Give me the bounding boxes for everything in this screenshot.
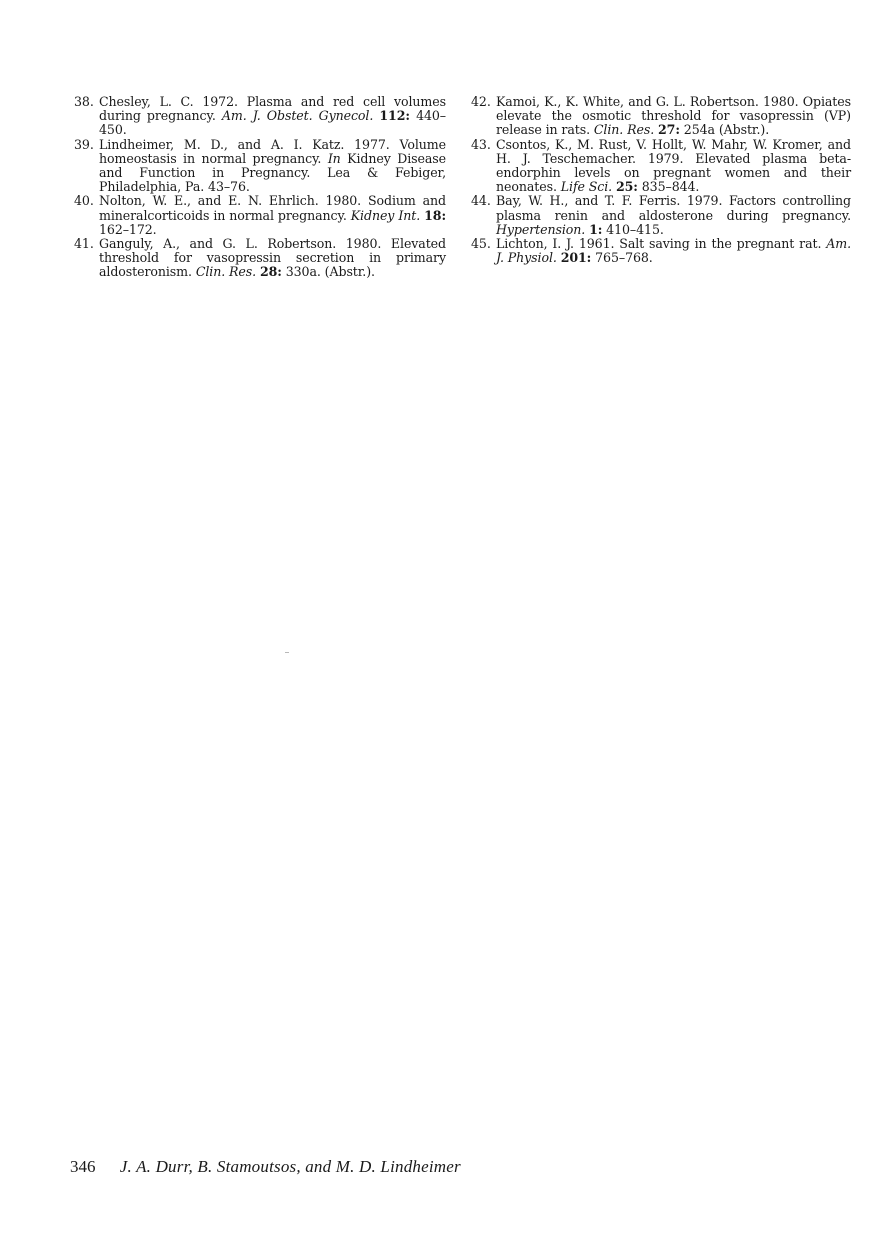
reference-text: [496, 237, 851, 265]
volume-number: 27:: [658, 122, 680, 138]
reference-number: 39.: [74, 136, 94, 152]
journal-name: Clin. Res.: [593, 122, 655, 138]
journal-name: Am. J. Obstet. Gynecol.: [221, 108, 374, 124]
reference-segment: Lindheimer, M. D., and A. I. Katz. 1977. Volume homeostasis in normal pregnancy.: [99, 136, 446, 166]
journal-name: Hypertension.: [496, 221, 586, 237]
reference-segment: Nolton, W. E., and E. N. Ehrlich. 1980. Sodium and mineralcorticoids in normal pregnancy.: [99, 193, 446, 223]
running-authors: J. A. Durr, B. Stamoutsos, and M. D. Lindheimer: [119, 1157, 461, 1176]
reference-number: 44.: [471, 193, 491, 209]
journal-name: Kidney Int.: [350, 207, 421, 223]
reference-segment: 765–768.: [591, 250, 653, 266]
reference-segment: 440–450.: [99, 108, 447, 138]
volume-number: 25:: [615, 179, 638, 195]
reference-entry: [471, 138, 851, 195]
reference-number: 40.: [74, 193, 94, 209]
volume-number: 18:: [424, 207, 447, 223]
journal-name: In: [327, 150, 341, 166]
reference-text: [99, 95, 446, 138]
volume-number: 28:: [259, 264, 282, 280]
reference-number: 43.: [471, 136, 491, 152]
reference-segment: 254a (Abstr.).: [679, 122, 770, 138]
reference-segment: Lichton, I. J. 1961. Salt saving in the pregnant rat.: [496, 236, 827, 252]
reference-segment: Csontos, K., M. Rust, V. Hollt, W. Mahr, W. Kromer, and H. J. Teschemacher. 1979. Elevated plasma beta-endorphin levels on pregnant women and their neonates.: [496, 136, 851, 195]
scan-speck: [285, 652, 289, 653]
reference-entry: [471, 194, 851, 237]
reference-entry: [74, 138, 446, 195]
reference-number: 41.: [74, 236, 94, 252]
journal-name: Clin. Res.: [195, 264, 257, 280]
reference-list-right: [471, 95, 851, 265]
reference-entry: [471, 95, 851, 138]
reference-text: [99, 138, 446, 195]
journal-name: Life Sci.: [560, 179, 613, 195]
reference-entry: [74, 237, 446, 280]
reference-text: [496, 138, 851, 195]
reference-text: [99, 194, 446, 237]
reference-number: 45.: [471, 236, 491, 252]
reference-text: [496, 194, 851, 237]
reference-entry: [74, 95, 446, 138]
reference-segment: 162–172.: [99, 221, 157, 237]
volume-number: 201:: [560, 250, 592, 266]
reference-number: 42.: [471, 94, 491, 109]
reference-segment: 835–844.: [637, 179, 700, 195]
page-number: 346: [70, 1157, 96, 1176]
reference-number: 38.: [74, 94, 94, 109]
reference-segment: Kidney Disease and Function in Pregnancy. Lea & Febiger, Philadelphia, Pa. 43–76.: [99, 150, 446, 195]
reference-entry: [74, 194, 446, 237]
reference-list-left: [74, 95, 446, 280]
reference-text: [99, 237, 446, 280]
volume-number: 1:: [589, 221, 603, 237]
journal-name: Am. J. Physiol.: [496, 236, 851, 266]
reference-segment: 410–415.: [602, 221, 664, 237]
reference-segment: Kamoi, K., K. White, and G. L. Robertson. 1980. Opiates elevate the osmotic threshold for vasopressin (VP) release in rats.: [496, 94, 851, 138]
page-footer: [70, 1157, 461, 1177]
reference-segment: 330a. (Abstr.).: [281, 264, 375, 280]
volume-number: 112:: [379, 108, 410, 124]
reference-segment: Ganguly, A., and G. L. Robertson. 1980. Elevated threshold for vasopressin secretion in primary aldosteronism.: [99, 236, 446, 280]
reference-text: [496, 95, 851, 138]
reference-entry: [471, 237, 851, 265]
reference-segment: Bay, W. H., and T. F. Ferris. 1979. Factors controlling plasma renin and aldosterone during pregnancy.: [496, 193, 851, 223]
reference-segment: Chesley, L. C. 1972. Plasma and red cell volumes during pregnancy.: [99, 94, 446, 124]
